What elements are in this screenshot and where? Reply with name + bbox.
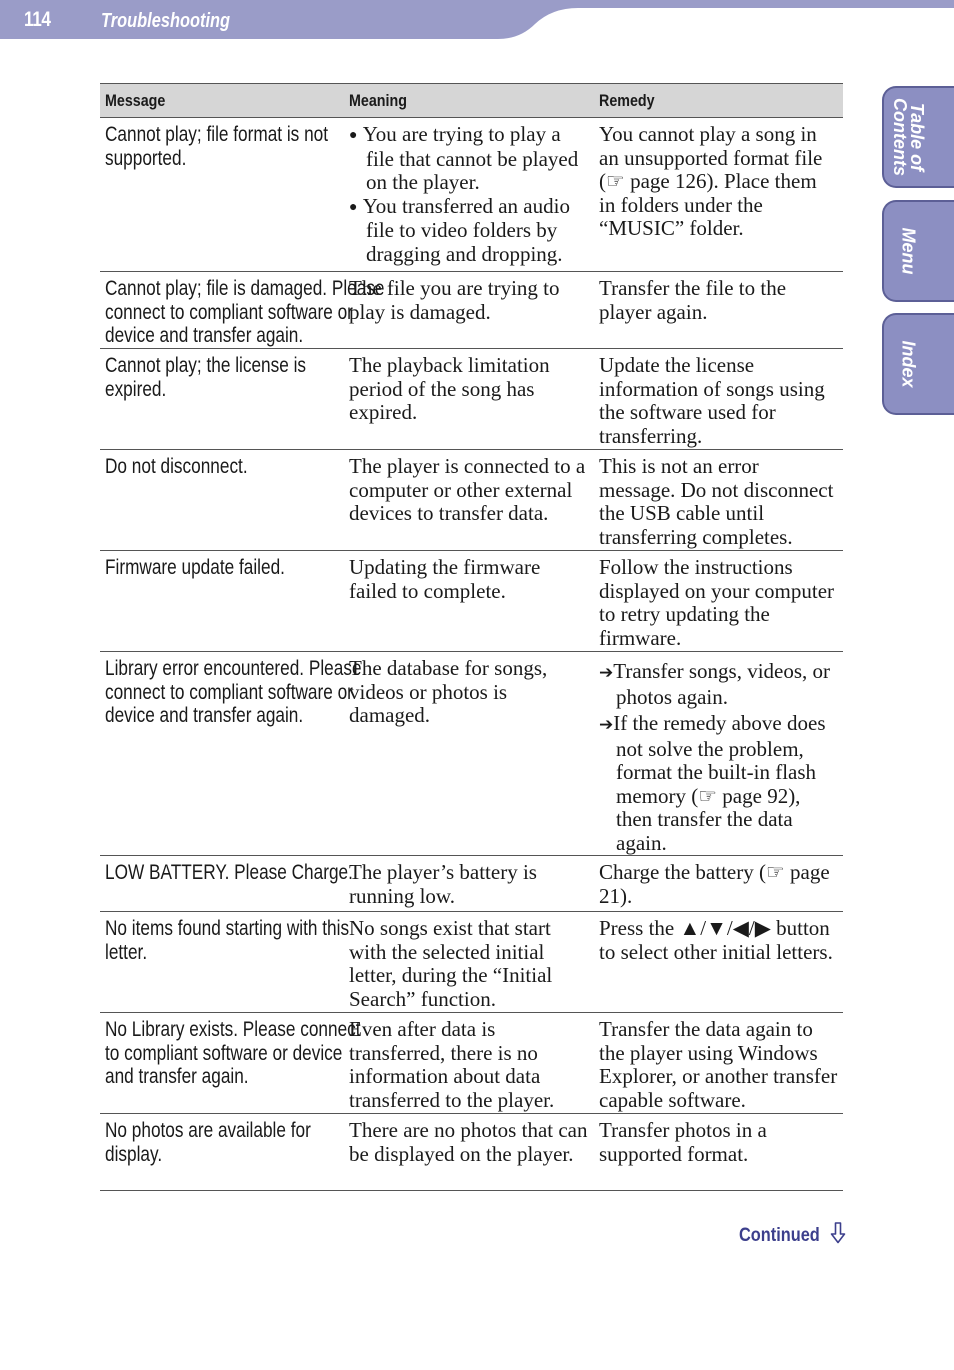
table-row — [100, 912, 843, 1013]
table-row — [100, 652, 843, 856]
meaning-cell: The player’s battery is running low. — [344, 856, 594, 912]
column-header-remedy: Remedy — [594, 84, 843, 118]
remedy-cell: You cannot play a song in an unsupported format file (☞ page 126). Place them in folders under the “MUSIC” folder. — [594, 118, 843, 272]
remedy-cell: Update the license information of songs using the software used for transferring. — [594, 349, 843, 450]
message-table — [100, 83, 843, 1191]
message-cell: No Library exists. Please connect to compliant software or device and transfer again. — [100, 1013, 344, 1114]
meaning-cell: No songs exist that start with the selected initial letter, during the “Initial Search” function. — [344, 912, 594, 1013]
continued-link[interactable] — [739, 1222, 846, 1247]
section-title: Troubleshooting — [101, 10, 231, 32]
page-header — [0, 0, 954, 40]
tab-label: Index — [898, 340, 919, 388]
remedy-cell: This is not an error message. Do not disconnect the USB cable until transferring completes. — [594, 450, 843, 551]
table-row — [100, 856, 843, 912]
tab-label: Table of — [907, 102, 927, 172]
meaning-cell: The player is connected to a computer or other external devices to transfer data. — [344, 450, 594, 551]
bullet-icon: ● — [349, 128, 358, 143]
message-cell: No items found starting with this letter. — [100, 912, 344, 1013]
message-cell: Cannot play; file is damaged. Please connect to compliant software or device and transfer again. — [100, 272, 344, 349]
meaning-cell: The playback limitation period of the song has expired. — [344, 349, 594, 450]
table-row — [100, 1013, 843, 1114]
table-row — [100, 118, 843, 272]
remedy-cell: Transfer the data again to the player using Windows Explorer, or another transfer capable software. — [594, 1013, 843, 1114]
remedy-cell: Press the ▲/▼/◀/▶ button to select other initial letters. — [594, 912, 843, 1013]
tab-label: Menu — [898, 227, 919, 275]
tab-menu[interactable] — [882, 200, 954, 302]
column-header-meaning: Meaning — [344, 84, 594, 118]
table-row — [100, 551, 843, 652]
tab-index[interactable] — [882, 313, 954, 415]
remedy-cell: Charge the battery (☞ page 21). — [594, 856, 843, 912]
remedy-cell: ➔Transfer songs, videos, or photos again. ➔If the remedy above does not solve the problem, format the built-in flash memory (☞ page 92), then transfer the data again. — [594, 652, 843, 856]
meaning-cell: ● You are trying to play a file that cannot be played on the player. ● You transferred an audio file to video folders by dragging and dropping. — [344, 118, 594, 272]
meaning-cell: The database for songs, videos or photos is damaged. — [344, 652, 594, 856]
remedy-cell: Transfer the file to the player again. — [594, 272, 843, 349]
page-number: 114 — [24, 8, 51, 31]
table-row — [100, 349, 843, 450]
message-cell: Do not disconnect. — [100, 450, 344, 551]
remedy-cell: Transfer photos in a supported format. — [594, 1114, 843, 1191]
table-row — [100, 272, 843, 349]
message-cell: Library error encountered. Please connect to compliant software or device and transfer again. — [100, 652, 344, 856]
column-header-message: Message — [100, 84, 344, 118]
tab-label: Contents — [890, 98, 910, 176]
message-cell: Cannot play; file format is not supported. — [100, 118, 344, 272]
message-cell: Firmware update failed. — [100, 551, 344, 652]
arrow-icon: ➔ — [599, 715, 614, 735]
table-header-row — [100, 84, 843, 118]
tab-table-of-contents[interactable] — [882, 86, 954, 188]
continued-label: Continued — [739, 1225, 820, 1246]
message-cell: Cannot play; the license is expired. — [100, 349, 344, 450]
meaning-cell: Even after data is transferred, there is no information about data transferred to the player. — [344, 1013, 594, 1114]
remedy-cell: Follow the instructions displayed on your computer to retry updating the firmware. — [594, 551, 843, 652]
table-row — [100, 1114, 843, 1191]
meaning-cell: There are no photos that can be displayed on the player. — [344, 1114, 594, 1191]
message-cell: LOW BATTERY. Please Charge. — [100, 856, 344, 912]
arrow-icon: ➔ — [599, 663, 614, 683]
meaning-cell: The file you are trying to play is damaged. — [344, 272, 594, 349]
table-row — [100, 450, 843, 551]
bullet-icon: ● — [349, 199, 358, 215]
message-cell: No photos are available for display. — [100, 1114, 344, 1191]
down-arrow-icon — [830, 1222, 846, 1244]
meaning-cell: Updating the firmware failed to complete. — [344, 551, 594, 652]
